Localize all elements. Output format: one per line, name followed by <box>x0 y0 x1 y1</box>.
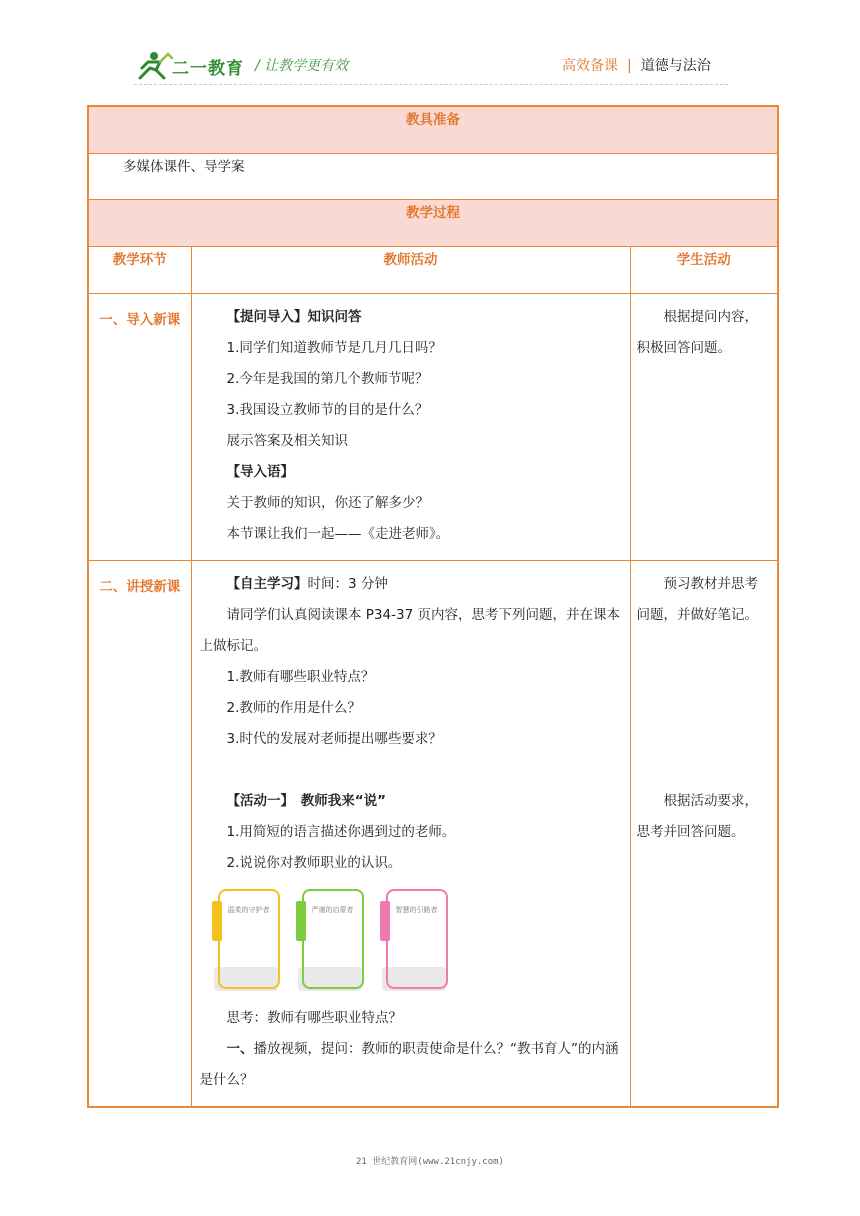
card-text: 严谨的启蒙者 <box>311 906 354 914</box>
student-text: 预习教材并思考问题，并做好笔记。 <box>636 576 758 623</box>
video-lead: 一、 <box>226 1041 254 1057</box>
activity-item: 2.说说你对教师职业的认识。 <box>226 855 402 871</box>
teacher-card <box>386 889 448 989</box>
question-line: 3.时代的发展对老师提出哪些要求？ <box>226 731 442 747</box>
intro-line: 1.同学们知道教师节是几月几日吗？ <box>226 340 442 356</box>
slogan: / 让教学更有效 <box>255 58 349 74</box>
process-header-row <box>88 200 778 247</box>
category-label: 高效备课 <box>562 58 618 74</box>
intro-line: 【提问导入】知识问答 <box>226 309 362 325</box>
card-tag <box>296 901 306 941</box>
reading-instruction: 请同学们认真阅读课本 P34-37 页内容，思考下列问题，并在课本上做标记。 <box>199 607 620 654</box>
intro-line: 【导入语】 <box>226 464 294 480</box>
self-study-line <box>200 569 624 600</box>
intro-line: 关于教师的知识，你还了解多少？ <box>226 495 429 511</box>
student-activity-intro <box>630 294 778 561</box>
intro-line: 3.我国设立教师节的目的是什么？ <box>226 402 429 418</box>
intro-line: 2.今年是我国的第几个教师节呢？ <box>226 371 429 387</box>
spacer <box>200 755 624 786</box>
video-line <box>200 1034 624 1096</box>
student-activity-teaching <box>630 561 778 1108</box>
teacher-card <box>218 889 280 989</box>
header-divider <box>134 84 728 85</box>
tools-header-row <box>88 106 778 154</box>
tools-title: 教具准备 <box>88 106 778 154</box>
teacher-activity-intro <box>191 294 630 561</box>
student-text: 根据活动要求，思考并回答问题。 <box>636 793 758 840</box>
header-right <box>562 55 711 75</box>
lesson-table <box>87 105 779 1108</box>
question-line: 1.教师有哪些职业特点？ <box>226 669 375 685</box>
teacher-activity-teaching <box>191 561 630 1108</box>
stage-teaching: 二、讲授新课 <box>88 561 191 1108</box>
column-student: 学生活动 <box>630 247 778 294</box>
card-tag <box>212 901 222 941</box>
self-study-time: 时间：3 分钟 <box>307 576 388 592</box>
intro-line: 本节课让我们一起——《走进老师》。 <box>226 526 450 542</box>
question-line: 2.教师的作用是什么？ <box>226 700 361 716</box>
self-study-label: 【自主学习】 <box>226 576 308 592</box>
activity-item: 1.用简短的语言描述你遇到过的老师。 <box>226 824 456 840</box>
think-line: 思考：教师有哪些职业特点？ <box>226 1010 402 1026</box>
teacher-cards-figure <box>200 883 624 1001</box>
tools-content-row <box>88 154 778 200</box>
header-separator: | <box>627 58 632 74</box>
column-stage: 教学环节 <box>88 247 191 294</box>
intro-line: 展示答案及相关知识 <box>226 433 348 449</box>
process-title: 教学过程 <box>88 200 778 247</box>
stage-intro: 一、导入新课 <box>88 294 191 561</box>
column-header-row <box>88 247 778 294</box>
card-tag <box>380 901 390 941</box>
tools-content: 多媒体课件、导学案 <box>88 154 778 200</box>
column-teacher: 教师活动 <box>191 247 630 294</box>
table-row <box>88 294 778 561</box>
card-text: 温柔的守护者 <box>227 906 270 914</box>
activity-title: 【活动一】 教师我来“说” <box>226 793 386 809</box>
page-footer: 21 世纪教育网(www.21cnjy.com) <box>356 1157 504 1167</box>
spacer <box>637 631 772 786</box>
video-text: 播放视频，提问：教师的职责使命是什么？“教书育人”的内涵是什么？ <box>199 1041 619 1088</box>
student-text: 根据提问内容，积极回答问题。 <box>636 309 758 356</box>
table-row <box>88 561 778 1108</box>
card-text: 智慧的引路者 <box>395 906 438 914</box>
subject-label: 道德与法治 <box>640 58 711 74</box>
teacher-card <box>302 889 364 989</box>
page-header <box>0 0 860 100</box>
logo-text: 二一教育 <box>172 59 244 79</box>
